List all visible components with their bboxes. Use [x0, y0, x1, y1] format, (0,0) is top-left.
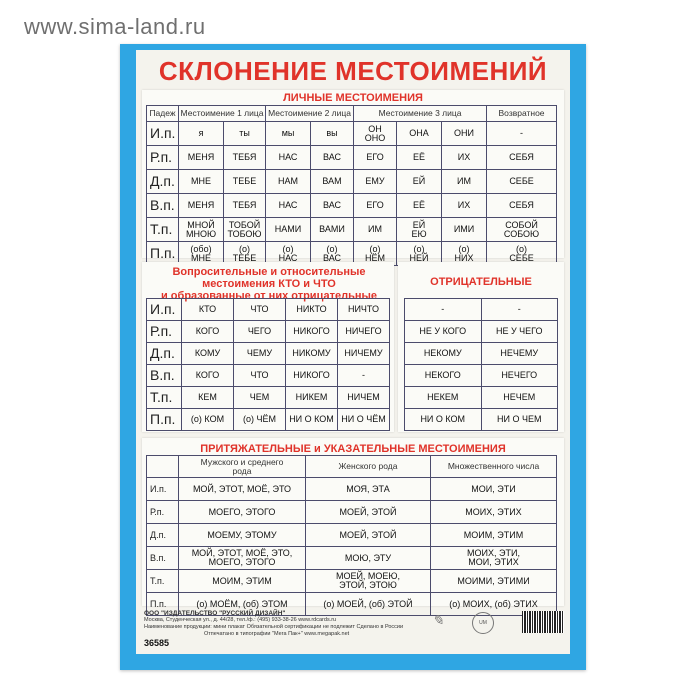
table-cell: НИКОГО — [286, 321, 338, 343]
table-cell: МОЮ, ЭТУ — [306, 547, 431, 570]
case-label: И.п. — [147, 478, 179, 501]
case-label: В.п. — [147, 547, 179, 570]
table-row — [405, 409, 558, 431]
table-cell: ОНИ — [442, 122, 487, 146]
barcode-icon — [522, 611, 564, 633]
table-row — [147, 409, 390, 431]
case-label: Т.п. — [147, 570, 179, 593]
table-cell: ИМ — [354, 218, 397, 242]
table-cell: (о) НЁМ — [354, 242, 397, 266]
poster — [136, 50, 570, 654]
table-cell: МЕНЯ — [179, 194, 224, 218]
table-cell: НАМ — [266, 170, 311, 194]
table-cell: ЧЕМ — [234, 387, 286, 409]
table-cell: МОИМ, ЭТИМ — [431, 524, 557, 547]
column-header: Женского рода — [306, 456, 431, 478]
table-row — [147, 456, 557, 478]
table-cell: МОИХ, ЭТИ, МОИ, ЭТИХ — [431, 547, 557, 570]
table-cell: НИЧТО — [338, 299, 390, 321]
column-header: Падеж — [147, 106, 179, 122]
table-cell: (о) ЧЁМ — [234, 409, 286, 431]
table-cell: НИ О ЧЕМ — [481, 409, 558, 431]
table-cell: - — [481, 299, 558, 321]
case-label: В.п. — [147, 365, 182, 387]
column-header: Возвратное — [487, 106, 557, 122]
case-label: И.п. — [147, 122, 179, 146]
negative-table — [404, 298, 558, 431]
table-cell: МОИ, ЭТИ — [431, 478, 557, 501]
table-cell: КТО — [182, 299, 234, 321]
table-cell: ИМИ — [442, 218, 487, 242]
table-row — [405, 299, 558, 321]
table-cell: ЕГО — [354, 194, 397, 218]
table-cell: ЧТО — [234, 299, 286, 321]
table-cell: НЕКОМУ — [405, 343, 482, 365]
table-cell: МОЕЙ, МОЕЮ, ЭТОЙ, ЭТОЮ — [306, 570, 431, 593]
table-cell: ТЕБЯ — [224, 146, 266, 170]
table-row — [405, 343, 558, 365]
table-cell: НЕКЕМ — [405, 387, 482, 409]
case-label: П.п. — [147, 242, 179, 266]
table-row — [147, 570, 557, 593]
table-cell: ЕЁ — [397, 146, 442, 170]
interrogative-table — [146, 298, 390, 431]
poster-title: СКЛОНЕНИЕ МЕСТОИМЕНИЙ — [158, 56, 548, 86]
table-cell: ЧЕМУ — [234, 343, 286, 365]
table-cell: МОЕЙ, ЭТОЙ — [306, 524, 431, 547]
table-cell: ЕЙ ЕЮ — [397, 218, 442, 242]
table-cell: НЕ У КОГО — [405, 321, 482, 343]
column-header: Местоимение 2 лица — [266, 106, 354, 122]
footer-note: Наименование продукции: мини плакат Обязательной сертификации не подлежит Сделано в России — [144, 624, 404, 630]
table-cell: - — [338, 365, 390, 387]
publisher-logo-icon: ✎ — [432, 612, 444, 628]
table-cell: НИКОГО — [286, 365, 338, 387]
table-cell: (о) МОЕЙ, (об) ЭТОЙ — [306, 593, 431, 616]
table-row — [147, 365, 390, 387]
table-row — [405, 321, 558, 343]
table-cell: ИХ — [442, 194, 487, 218]
table-row — [147, 524, 557, 547]
table-cell: НАМИ — [266, 218, 311, 242]
table-cell: НИ О КОМ — [286, 409, 338, 431]
table-cell: мы — [266, 122, 311, 146]
table-cell: (о) МОИХ, (об) ЭТИХ — [431, 593, 557, 616]
case-label: П.п. — [147, 409, 182, 431]
table-row — [147, 146, 557, 170]
case-label: Р.п. — [147, 501, 179, 524]
table-cell: ОНА — [397, 122, 442, 146]
table-cell: ВАМИ — [311, 218, 354, 242]
table-cell: ТОБОЙ ТОБОЮ — [224, 218, 266, 242]
table-cell: МОЕЙ, ЭТОЙ — [306, 501, 431, 524]
table-cell: НЕ У ЧЕГО — [481, 321, 558, 343]
case-label: Р.п. — [147, 146, 179, 170]
possessive-heading: ПРИТЯЖАТЕЛЬНЫЕ и УКАЗАТЕЛЬНЫЕ МЕСТОИМЕНИЯ — [200, 443, 506, 455]
table-row — [147, 343, 390, 365]
table-cell: ЕЁ — [397, 194, 442, 218]
table-row — [147, 547, 557, 570]
table-row — [147, 106, 557, 122]
table-cell: (о) СЕБЕ — [487, 242, 557, 266]
table-cell: ЧТО — [234, 365, 286, 387]
table-cell: СЕБЯ — [487, 146, 557, 170]
table-cell: НЕКОГО — [405, 365, 482, 387]
case-label: И.п. — [147, 299, 182, 321]
table-cell: ЕГО — [354, 146, 397, 170]
footer-text — [144, 610, 424, 638]
negative-heading: ОТРИЦАТЕЛЬНЫЕ — [430, 276, 532, 288]
table-cell: НЕЧЕГО — [481, 365, 558, 387]
table-row — [147, 478, 557, 501]
product-code: 36585 — [144, 638, 170, 648]
table-cell: СОБОЙ СОБОЮ — [487, 218, 557, 242]
table-cell: (о) ТЕБЕ — [224, 242, 266, 266]
table-cell: ЕМУ — [354, 170, 397, 194]
table-cell: ТЕБЯ — [224, 194, 266, 218]
table-cell: (о) НЕЙ — [397, 242, 442, 266]
table-cell: (о) НАС — [266, 242, 311, 266]
table-cell: ВАС — [311, 146, 354, 170]
table-cell: ВАМ — [311, 170, 354, 194]
table-cell: НИЧЕГО — [338, 321, 390, 343]
case-label: П.п. — [147, 593, 179, 616]
personal-heading: ЛИЧНЫЕ МЕСТОИМЕНИЯ — [283, 92, 423, 104]
footer-address: Москва, Студенческая ул., д. 44/28, тел./ф.: (495) 933-38-26 www.rdcards.ru — [144, 617, 337, 623]
table-row — [147, 194, 557, 218]
watermark-text: www.sima-land.ru — [24, 14, 206, 39]
table-cell: ОН ОНО — [354, 122, 397, 146]
table-cell: НЕЧЕМ — [481, 387, 558, 409]
table-cell: СЕБЯ — [487, 194, 557, 218]
table-cell: ИХ — [442, 146, 487, 170]
table-cell: КЕМ — [182, 387, 234, 409]
table-row — [147, 299, 390, 321]
table-cell: МОЕГО, ЭТОГО — [179, 501, 306, 524]
table-cell: НИКОМУ — [286, 343, 338, 365]
column-header: Множественного числа — [431, 456, 557, 478]
table-row — [147, 387, 390, 409]
table-row — [405, 387, 558, 409]
table-cell: МОИХ, ЭТИХ — [431, 501, 557, 524]
table-cell: НАС — [266, 194, 311, 218]
table-cell: МЕНЯ — [179, 146, 224, 170]
table-cell: НИКЕМ — [286, 387, 338, 409]
table-cell: МОИМ, ЭТИМ — [179, 570, 306, 593]
table-row — [147, 321, 390, 343]
personal-table — [146, 105, 557, 266]
table-cell: МОЙ, ЭТОТ, МОЁ, ЭТО — [179, 478, 306, 501]
table-cell: НИ О ЧЁМ — [338, 409, 390, 431]
interrogative-heading: Вопросительные и относительные местоимения КТО и ЧТО и образованные от них отрицательные — [160, 266, 377, 302]
table-cell: НИКТО — [286, 299, 338, 321]
certification-stamp: UM — [472, 612, 494, 634]
table-cell: КОМУ — [182, 343, 234, 365]
table-cell: ЧЕГО — [234, 321, 286, 343]
table-cell: ВАС — [311, 194, 354, 218]
possessive-table — [146, 455, 557, 616]
column-header: Местоимение 3 лица — [354, 106, 487, 122]
column-header: Местоимение 1 лица — [179, 106, 266, 122]
table-cell: МОЕМУ, ЭТОМУ — [179, 524, 306, 547]
table-row — [405, 365, 558, 387]
table-cell: МОИМИ, ЭТИМИ — [431, 570, 557, 593]
case-label: В.п. — [147, 194, 179, 218]
table-cell: КОГО — [182, 365, 234, 387]
case-label: Д.п. — [147, 524, 179, 547]
table-cell: ИМ — [442, 170, 487, 194]
table-cell: СЕБЕ — [487, 170, 557, 194]
case-label: Р.п. — [147, 321, 182, 343]
table-cell: МОЙ, ЭТОТ, МОЁ, ЭТО, МОЕГО, ЭТОГО — [179, 547, 306, 570]
table-cell: ты — [224, 122, 266, 146]
case-label: Т.п. — [147, 387, 182, 409]
column-header: Мужского и среднего рода — [179, 456, 306, 478]
corner-cell — [147, 456, 179, 478]
table-cell: ЕЙ — [397, 170, 442, 194]
table-cell: - — [487, 122, 557, 146]
table-cell: НАС — [266, 146, 311, 170]
table-cell: - — [405, 299, 482, 321]
case-label: Д.п. — [147, 170, 179, 194]
case-label: Т.п. — [147, 218, 179, 242]
case-label: Д.п. — [147, 343, 182, 365]
table-cell: (о) ВАС — [311, 242, 354, 266]
table-cell: КОГО — [182, 321, 234, 343]
table-cell: НИЧЕМУ — [338, 343, 390, 365]
table-row — [147, 218, 557, 242]
table-cell: вы — [311, 122, 354, 146]
table-cell: ТЕБЕ — [224, 170, 266, 194]
table-cell: (обо) МНЕ — [179, 242, 224, 266]
table-row — [147, 170, 557, 194]
table-row — [147, 122, 557, 146]
table-cell: я — [179, 122, 224, 146]
table-cell: МНОЙ МНОЮ — [179, 218, 224, 242]
table-cell: НИ О КОМ — [405, 409, 482, 431]
footer-print: Отпечатано в типографии "Мега Пак+" www.megapak.net — [204, 631, 350, 637]
table-cell: НЕЧЕМУ — [481, 343, 558, 365]
table-cell: НИЧЕМ — [338, 387, 390, 409]
table-cell: (о) НИХ — [442, 242, 487, 266]
table-cell: МОЯ, ЭТА — [306, 478, 431, 501]
table-cell: (о) КОМ — [182, 409, 234, 431]
table-cell: (о) МОЁМ, (об) ЭТОМ — [179, 593, 306, 616]
footer-publisher: ООО "ИЗДАТЕЛЬСТВО "РУССКИЙ ДИЗАЙН" — [144, 610, 286, 617]
table-cell: МНЕ — [179, 170, 224, 194]
table-row — [147, 501, 557, 524]
